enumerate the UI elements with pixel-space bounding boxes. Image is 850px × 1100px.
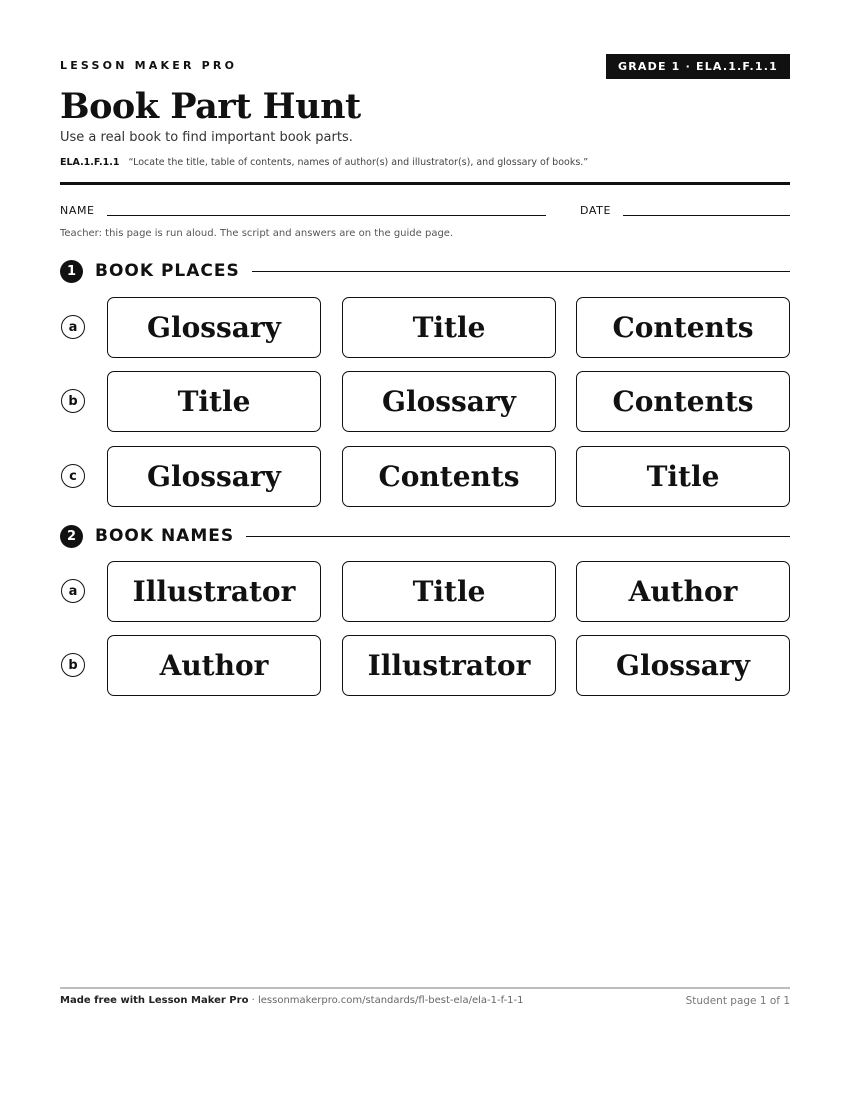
section-title: BOOK PLACES [95,261,240,281]
section-divider [246,536,790,537]
answer-choice[interactable]: Glossary [576,635,790,696]
question-row [60,446,790,508]
teacher-note: Teacher: this page is run aloud. The script and answers are on the guide page. [60,228,454,239]
section-number: 1 [60,260,83,283]
answer-choice[interactable]: Glossary [107,446,321,507]
name-field[interactable] [107,215,546,216]
section-divider [252,271,790,272]
row-letter: b [61,389,85,413]
answer-choice[interactable]: Author [107,635,321,696]
answer-choice[interactable]: Contents [342,446,556,507]
question-row [60,635,790,697]
question-row [60,561,790,623]
footer-url[interactable]: lessonmakerpro.com/standards/fl-best-ela/ela-1-f-1-1 [257,995,524,1006]
answer-choice[interactable]: Illustrator [107,561,321,622]
row-letter: c [61,464,85,488]
brand-name: LESSON MAKER PRO [60,59,238,72]
page-subtitle: Use a real book to find important book parts. [60,130,353,145]
grade-badge: GRADE 1 · ELA.1.F.1.1 [606,54,790,79]
name-label: NAME [60,204,95,217]
footer-separator: · [248,995,258,1006]
question-row [60,371,790,433]
row-letter: b [61,653,85,677]
answer-choice[interactable]: Glossary [342,371,556,432]
standard-line [60,157,588,168]
page-title: Book Part Hunt [60,86,361,127]
page-indicator: Student page 1 of 1 [685,995,790,1007]
standard-text: “Locate the title, table of contents, names of author(s) and illustrator(s), and glossary of books.” [128,157,589,168]
footer-divider [60,987,790,989]
section-title: BOOK NAMES [95,526,235,546]
header-divider [60,182,790,185]
date-field[interactable] [623,215,790,216]
standard-code: ELA.1.F.1.1 [60,157,120,168]
section-book-names [60,524,790,548]
answer-choice[interactable]: Author [576,561,790,622]
footer-credit [60,995,524,1006]
date-label: DATE [580,204,612,217]
answer-choice[interactable]: Illustrator [342,635,556,696]
answer-choice[interactable]: Title [576,446,790,507]
section-book-places [60,259,790,283]
answer-choice[interactable]: Title [342,297,556,358]
answer-choice[interactable]: Glossary [107,297,321,358]
row-letter: a [61,315,85,339]
answer-choice[interactable]: Contents [576,297,790,358]
answer-choice[interactable]: Contents [576,371,790,432]
worksheet-page [60,0,790,1100]
footer-brand: Made free with Lesson Maker Pro [60,995,249,1006]
question-row [60,297,790,359]
section-number: 2 [60,525,83,548]
answer-choice[interactable]: Title [107,371,321,432]
row-letter: a [61,579,85,603]
answer-choice[interactable]: Title [342,561,556,622]
